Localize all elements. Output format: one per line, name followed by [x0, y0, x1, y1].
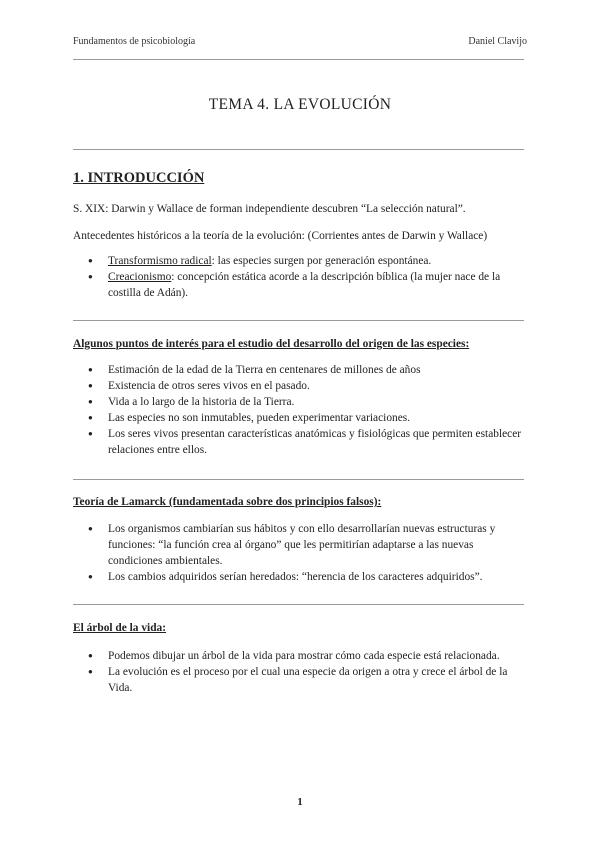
term-description: : concepción estática acorde a la descripción bíblica (la mujer nace de la costilla de Adán).	[108, 271, 501, 299]
intro-paragraph-1: S. XIX: Darwin y Wallace de forman independiente descubren “La selección natural”.	[73, 203, 466, 215]
subheading-arbol-vida: El árbol de la vida:	[73, 622, 167, 634]
term-description: : las especies surgen por generación espontánea.	[211, 255, 432, 267]
subheading-puntos-interes: Algunos puntos de interés para el estudio del desarrollo del origen de las especies:	[73, 338, 470, 350]
term-label: Creacionismo	[108, 271, 172, 283]
list-item	[73, 253, 528, 269]
header-author: Daniel Clavijo	[468, 36, 527, 47]
divider	[73, 604, 524, 605]
interest-list	[73, 362, 528, 458]
subheading-lamarck: Teoría de Lamarck (fundamentada sobre dos principios falsos):	[73, 496, 382, 508]
divider	[73, 479, 524, 480]
lamarck-list	[73, 521, 528, 585]
section-heading-introduccion: 1. INTRODUCCIÓN	[73, 170, 205, 186]
intro-paragraph-2: Antecedentes históricos a la teoría de la evolución: (Corrientes antes de Darwin y Wallace)	[73, 230, 488, 242]
page-number: 1	[297, 796, 303, 808]
list-item: ● La evolución es el proceso por el cual una especie da origen a otra y crece el árbol de la Vida.	[73, 664, 528, 696]
header-rule	[73, 59, 524, 60]
list-item	[73, 269, 528, 301]
list-item: ● Los organismos cambiarían sus hábitos y con ello desarrollarían nuevas estructuras y funciones: “la función crea al órgano” que les permitirían adaptarse a las nuevas condiciones ambientales.	[73, 521, 528, 569]
document-title: TEMA 4. LA EVOLUCIÓN	[208, 96, 392, 113]
list-item: ● Las especies no son inmutables, pueden experimentar variaciones.	[73, 410, 528, 426]
term-label: Transformismo radical	[108, 255, 212, 267]
tree-list	[73, 648, 528, 696]
divider	[73, 149, 524, 150]
header-course: Fundamentos de psicobiología	[73, 36, 196, 47]
list-item: ● Los cambios adquiridos serían heredados: “herencia de los caracteres adquiridos”.	[73, 569, 528, 585]
list-item: ● Estimación de la edad de la Tierra en centenares de millones de años	[73, 362, 528, 378]
list-item: ● Los seres vivos presentan características anatómicas y fisiológicas que permiten establecer relaciones entre ellos.	[73, 426, 528, 458]
divider	[73, 320, 524, 321]
running-header	[73, 36, 527, 47]
list-item: ● Existencia de otros seres vivos en el pasado.	[73, 378, 528, 394]
list-item: ● Vida a lo largo de la historia de la Tierra.	[73, 394, 528, 410]
intro-list	[73, 253, 528, 301]
list-item: ● Podemos dibujar un árbol de la vida para mostrar cómo cada especie está relacionada.	[73, 648, 528, 664]
